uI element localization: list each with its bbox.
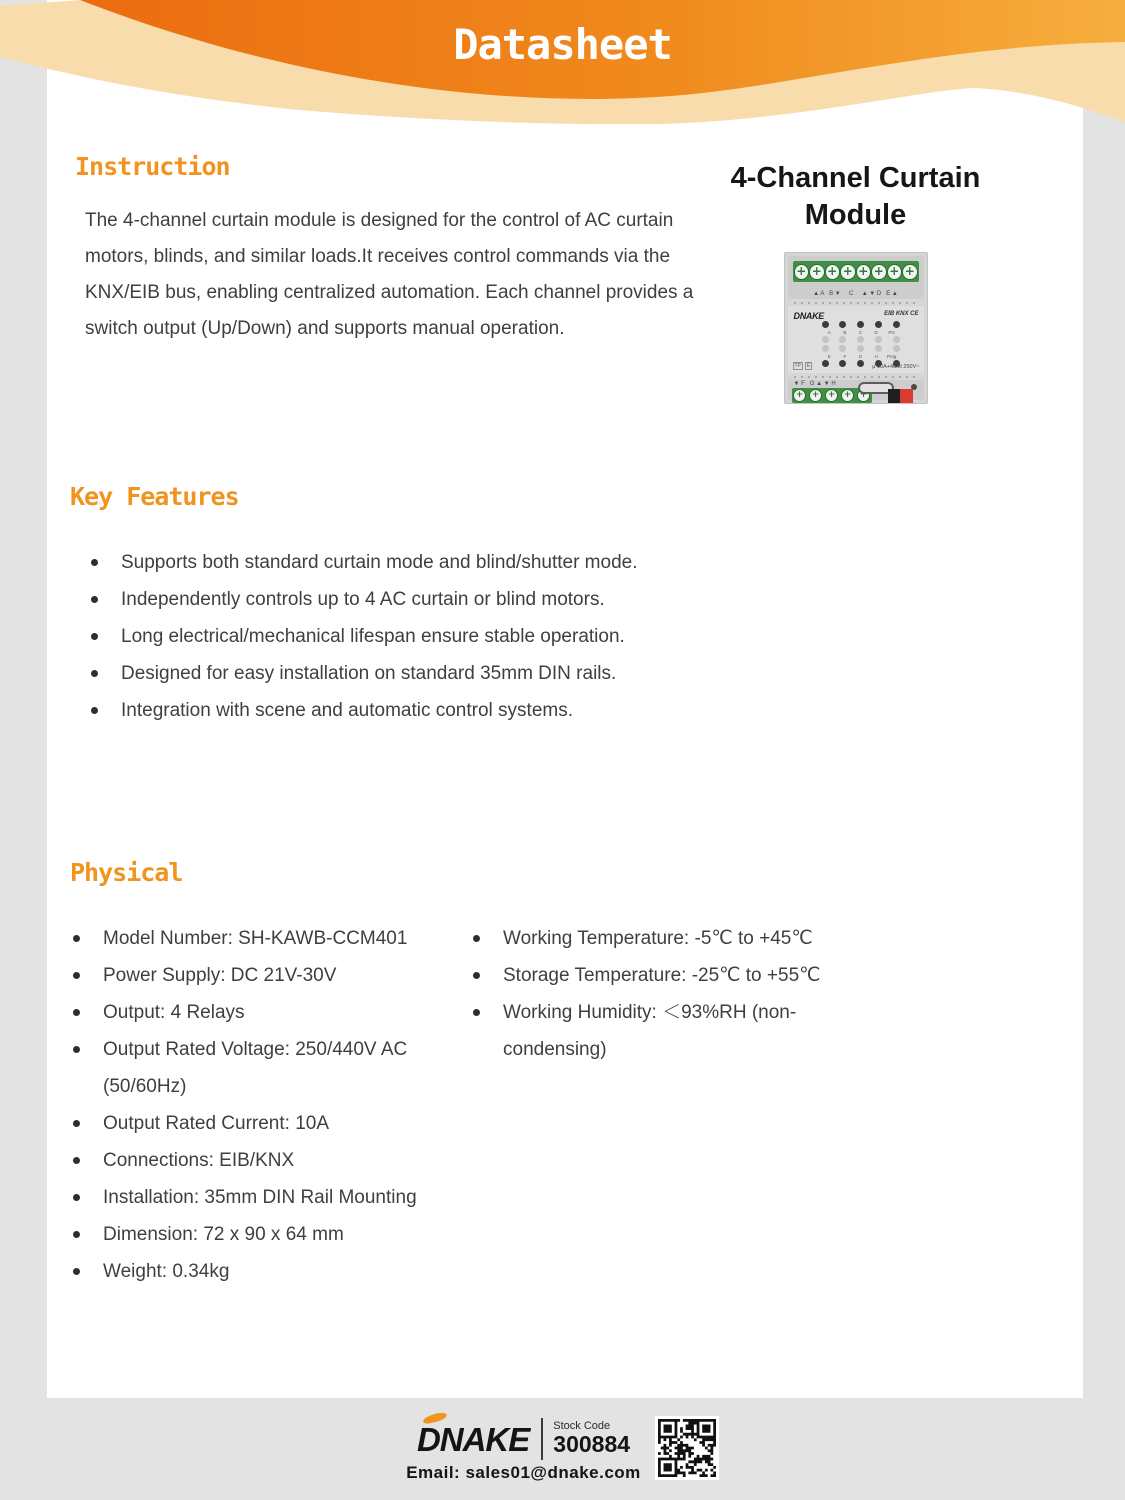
- led-indicator-off: [893, 345, 900, 352]
- led-indicator-off: [857, 336, 864, 343]
- footer-brand-block: [406, 1412, 641, 1483]
- instruction-body: The 4-channel curtain module is designed for the control of AC curtain motors, blinds, and similar loads.It receives control commands via the KNX/EIB bus, enabling centralized automation. Each channel provides a switch output (Up/Down) and supports manual operation.: [85, 210, 694, 339]
- terminal-screw-icon: [871, 264, 887, 280]
- spec-item: Output: 4 Relays: [70, 994, 470, 1031]
- terminal-screw-icon: [793, 389, 806, 402]
- led-label: C: [858, 330, 863, 335]
- feature-item: Integration with scene and automatic control systems.: [88, 692, 790, 729]
- led-label: G: [858, 354, 863, 359]
- terminal-screw-icon: [902, 264, 918, 280]
- terminal-screw-icon: [840, 264, 856, 280]
- stock-code-block: [553, 1414, 630, 1457]
- module-vent-dots: [794, 302, 918, 304]
- terminal-screw-icon: [887, 264, 903, 280]
- led-label: A: [827, 330, 831, 335]
- led-indicator: [822, 360, 829, 367]
- instruction-section: [75, 152, 720, 347]
- led-indicator-off: [822, 336, 829, 343]
- led-label: F: [843, 354, 847, 359]
- terminal-screw-icon: [841, 389, 854, 402]
- spec-item: Output Rated Voltage: 250/440V AC (50/60Hz): [70, 1031, 470, 1105]
- terminal-screw-icon: [809, 264, 825, 280]
- spec-item: Model Number: SH-KAWB-CCM401: [70, 920, 470, 957]
- led-indicator: [857, 321, 864, 328]
- logo-text: DNAKE: [416, 1421, 530, 1458]
- led-indicator-off: [839, 336, 846, 343]
- footer-divider: [541, 1418, 543, 1460]
- led-label: H: [874, 354, 878, 359]
- led-labels-top: [822, 330, 900, 335]
- module-top-terminal-strip: [788, 256, 924, 299]
- led-label: B: [843, 330, 847, 335]
- key-features-list: [88, 544, 790, 729]
- feature-item: Independently controls up to 4 AC curtain or blind motors.: [88, 581, 790, 618]
- led-indicator-off: [893, 336, 900, 343]
- key-features-section: [70, 482, 790, 729]
- approval-mark: E: [806, 363, 811, 369]
- led-label: Prog: [886, 354, 897, 359]
- approval-mark: TP: [794, 363, 801, 369]
- terminal-screw-icon: [825, 389, 838, 402]
- footer-email: Email: sales01@dnake.com: [406, 1463, 641, 1482]
- led-indicator: [839, 360, 846, 367]
- terminal-screw-icon: [856, 264, 872, 280]
- led-row-off: [822, 336, 900, 343]
- stock-code-label: Stock Code: [553, 1420, 611, 1433]
- led-label: PG: [888, 330, 895, 335]
- physical-heading: Physical: [70, 858, 183, 887]
- knx-connector-red: [900, 389, 913, 403]
- module-approval-marks: [793, 363, 815, 369]
- spec-item: Weight: 0.34kg: [70, 1253, 470, 1290]
- bottom-terminal-labels: ▼ F G ▲ ▼ H: [793, 381, 836, 387]
- physical-columns: [70, 920, 1030, 1290]
- product-title-line1: 4-Channel Curtain: [730, 162, 981, 194]
- led-label: E: [827, 354, 831, 359]
- led-row-top: [822, 321, 900, 328]
- spec-item: Working Temperature: -5℃ to +45℃: [470, 920, 855, 957]
- led-row-off: [822, 345, 900, 352]
- led-grid: [822, 321, 900, 369]
- feature-item: Supports both standard curtain mode and blind/shutter mode.: [88, 544, 790, 581]
- spec-item: Storage Temperature: -25℃ to +55℃: [470, 957, 855, 994]
- knx-connector-black: [888, 389, 900, 403]
- led-indicator: [875, 321, 882, 328]
- module-brand-logo: DNAKE: [793, 311, 825, 321]
- led-indicator-off: [857, 345, 864, 352]
- led-indicator-off: [822, 345, 829, 352]
- module-face-panel: [788, 306, 924, 373]
- feature-item: Long electrical/mechanical lifespan ensure stable operation.: [88, 618, 790, 655]
- module-vent-dots: [794, 376, 918, 378]
- key-features-heading: Key Features: [70, 482, 239, 511]
- terminal-screw-icon: [825, 264, 841, 280]
- qr-code: [655, 1416, 719, 1480]
- product-title: [693, 160, 1018, 234]
- physical-list-right: [470, 920, 855, 1290]
- led-label: D: [874, 330, 878, 335]
- spec-item: Installation: 35mm DIN Rail Mounting: [70, 1179, 470, 1216]
- physical-list-left: [70, 920, 470, 1290]
- led-indicator: [857, 360, 864, 367]
- led-indicator: [839, 321, 846, 328]
- led-indicator: [822, 321, 829, 328]
- product-title-line2: Module: [804, 199, 907, 231]
- spec-item: Dimension: 72 x 90 x 64 mm: [70, 1216, 470, 1253]
- top-terminal-bar: [793, 261, 919, 282]
- module-certification-marks: EIB KNX CE: [884, 311, 919, 317]
- stock-code-value: 300884: [553, 1431, 631, 1458]
- top-terminal-labels: ▲ A B ▼ C ▲ ▼ D E ▲: [813, 291, 898, 297]
- footer-content: [0, 1412, 1125, 1483]
- product-block: [693, 160, 1018, 404]
- feature-item: Designed for easy installation on standard 35mm DIN rails.: [88, 655, 790, 692]
- spec-item: Connections: EIB/KNX: [70, 1142, 470, 1179]
- physical-section: [70, 858, 1030, 1290]
- module-rating-text: µ 10A+4unit 250V~: [872, 364, 920, 370]
- led-labels-bottom: [822, 354, 900, 359]
- led-indicator: [893, 321, 900, 328]
- dnake-logo: [417, 1413, 529, 1459]
- terminal-screw-icon: [809, 389, 822, 402]
- module-bottom-terminal-strip: [788, 380, 924, 400]
- led-indicator-off: [875, 345, 882, 352]
- spec-item: Working Humidity: ＜93%RH (non-condensing): [470, 994, 855, 1068]
- spec-item: Output Rated Current: 10A: [70, 1105, 470, 1142]
- product-image: [784, 252, 928, 404]
- instruction-heading: Instruction: [75, 152, 230, 181]
- terminal-screw-icon: [794, 264, 810, 280]
- page-footer: [0, 1398, 1125, 1500]
- spec-item: Power Supply: DC 21V-30V: [70, 957, 470, 994]
- led-indicator-off: [875, 336, 882, 343]
- page-title: Datasheet: [453, 20, 672, 69]
- led-indicator-off: [839, 345, 846, 352]
